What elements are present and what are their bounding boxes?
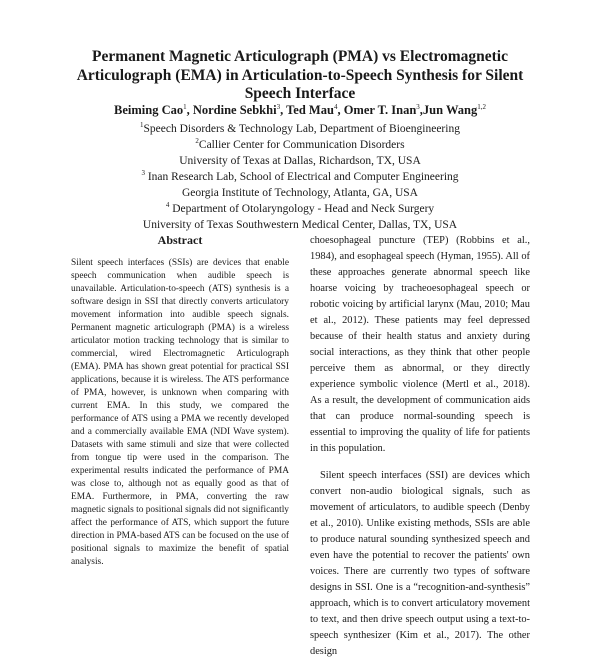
affiliation-list (40, 121, 560, 233)
body-paragraph: choesophageal puncture (TEP) (Robbins et al., 1984), and esophageal speech (Hyman, 1955). All of these approaches generate abnormal speech like hoarse voicing by tracheoesophageal speech or robotic voicing by artificial larynx (Mau, 2010; Mau et al., 2012). These patients may feel depressed because of their health status and anxiety during social interactions, as they think that other people perceive them as abnormal, or they directly experience symbolic violence (Mertl et al., 2018). As a result, the development of communication aids that can produce normal-sounding speech is essential to improving the quality of life for patients in this population. (310, 235, 530, 454)
title-line: Articulograph (EMA) in Articulation-to-Speech Synthesis for Silent (76, 66, 524, 84)
affiliation-line: $^2$Callier Center for Communication Disorders (195, 137, 405, 151)
affiliation-line: $^1$Speech Disorders & Technology Lab, Department of Bioengineering (140, 121, 460, 135)
author: Nordine Sebkhi$^3$ (192, 102, 281, 117)
right-column (310, 233, 530, 657)
abstract-heading: Abstract (157, 233, 203, 247)
title-line: Permanent Magnetic Articulograph (PMA) vs Electromagnetic (92, 48, 508, 65)
left-column (71, 232, 289, 600)
affiliation-line: $^3$ Inan Research Lab, School of Electrical and Computer Engineering (141, 169, 459, 183)
body-paragraph: Silent speech interfaces (SSI) are devices which convert non-audio biological signals, such as movement of articulators, to audible speech (Denby et al., 2010). Unlike existing methods, SSIs are able to produce natural sounding synthesized speech and even have the potential to recover the patients' own voices. There are currently two types of software designs in SSI. One is a “recognition-and-synthesis” approach, which is to convert articulatory movement to text, and then drive speech output using a text-to-speech synthesizer (Kim et al., 2017). The other design (310, 470, 530, 657)
author: Omer T. Inan$^3$ (343, 102, 420, 117)
affiliation-line: University of Texas Southwestern Medical Center, Dallas, TX, USA (142, 219, 458, 231)
affiliation-line: $^4$ Department of Otolaryngology - Head and Neck Surgery (165, 201, 435, 215)
affiliation-line: University of Texas at Dallas, Richardson, TX, USA (179, 155, 421, 167)
author-list: Beiming Cao$^1$, Nordine Sebkhi$^3$, Ted Mau$^4$, Omer T. Inan$^3$,Jun Wang$^{1,2}$ (114, 102, 486, 117)
affiliation-line: Georgia Institute of Technology, Atlanta, GA, USA (182, 187, 418, 199)
title-line: Speech Interface (244, 85, 356, 102)
author: Jun Wang$^{1,2}$ (422, 102, 486, 117)
author: Beiming Cao$^1$ (114, 102, 187, 117)
paper-title (40, 48, 560, 104)
author: Ted Mau$^4$ (286, 102, 338, 117)
abstract-body: Silent speech interfaces (SSIs) are devices that enable speech communication when audible speech is unavailable. Articulation-to-speech (ATS) synthesis is a software design in SSI that directly converts articulatory movement information into audible speech signals. Permanent magnetic articulograph (PMA) is a wireless articulator motion tracking technology that is similar to commercial, wired Electromagnetic Articulograph (EMA). PMA has shown great potential for practical SSI applications, because it is wireless. The ATS performance of PMA, however, is unknown when comparing with current EMA. In this study, we compared the performance of ATS using a PMA we recently developed and a commercially available EMA (NDI Wave system). Datasets with same stimuli and size that were collected from tongue tip were used in the comparison. The experimental results indicated the performance of PMA was close to, although not as equally good as that of EMA. Furthermore, in PMA, converting the raw magnetic signals to positional signals did not significantly affect the performance of ATS, which support the future direction in PMA-based ATS can be focused on the use of positional signals to maximize the benefit of spatial analysis. (71, 258, 289, 567)
